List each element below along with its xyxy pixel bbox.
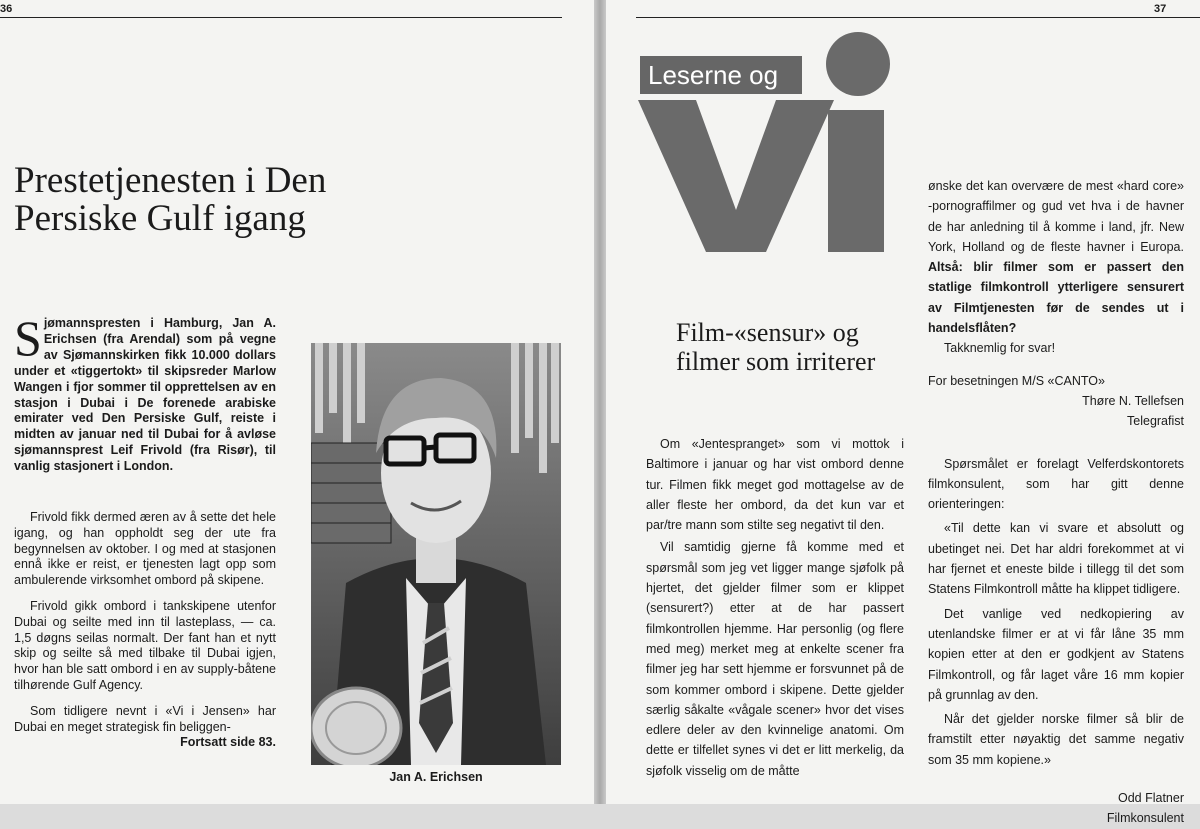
letter-paragraph: Vil samtidig gjerne få komme med et spørsmål som jeg vet ligger mange sjøfolk på hjertet, det gjelder filmer som er klippet (sensurert?) etter at de har passert filmkontrollen hjemme. Har personlig (og flere med meg) merket meg at enkelte scener fra filmer jeg har sett hjemme er forsvunnet på de som kommer ombord i skipene. Dette gjelder særlig såkalte «vågale scener» hvor det vises edlere deler av den kvinnelige anatomi. Om dette er tilfellet synes vi det er litt merkelig, da sjøfolk visselig om de måtte — [646, 540, 904, 778]
book-gutter — [594, 0, 606, 804]
letter-column-2 — [928, 176, 1184, 829]
page-number-left: 36 — [0, 3, 13, 15]
body-paragraph: Som tidligere nevnt i «Vi i Jensen» har Dubai en meget strategisk fin beliggen- — [14, 703, 276, 734]
continued-note: Fortsatt side 83. — [180, 735, 276, 750]
header-rule-right — [636, 17, 1200, 18]
letter-column-1 — [646, 434, 904, 783]
header-rule-left — [0, 17, 562, 18]
sender-name: Thøre N. Tellefsen — [1082, 393, 1184, 408]
intro-paragraph — [14, 310, 276, 475]
signer-title: Filmkonsulent — [1106, 811, 1184, 826]
body-paragraph: Frivold gikk ombord i tankskipene utenfor Dubai og seilte med inn til lasteplass, — ca. 1,5 døgns seilas normalt. Der fant han et nytt skip og seilte så med tilbake til Dubai igjen, hvor han ble satt ombord i en av supply-båtene tilhørende Gulf Agency. — [14, 598, 276, 692]
leserne-og-vi-logo — [636, 30, 890, 254]
headline: Prestetjenesten i Den Persiske Gulf igang — [14, 160, 327, 239]
portrait-photo — [311, 343, 561, 765]
logo-text: Leserne og — [640, 56, 802, 94]
left-page — [0, 0, 594, 804]
article-title: Film-«sensur» og filmer som irriterer — [676, 318, 876, 376]
signer-name: Odd Flatner — [1117, 791, 1184, 806]
reply-paragraph: Det vanlige ved nedkopiering av utenlandske filmer er at vi får låne 35 mm kopien etter at den er godkjent av Statens Filmkontroll, og får laget våre 16 mm kopier på grunnlag av den. — [928, 606, 1184, 702]
sender-title: Telegrafist — [1127, 414, 1184, 429]
letter-question: Altså: blir filmer som er passert den statlige filmkontroll ytterligere sensurert av Filmtjenesten før de sendes ut i handelsflåten? — [928, 260, 1184, 336]
drop-cap: S — [14, 310, 42, 366]
sender-line: For besetningen M/S «CANTO» — [928, 373, 1105, 388]
reply-paragraph: Spørsmålet er forelagt Velferdskontorets filmkonsulent, som har gitt denne orienteringen: — [928, 456, 1184, 512]
photo-caption: Jan A. Erichsen — [389, 770, 483, 784]
reply-paragraph: «Til dette kan vi svare et absolutt og ubetinget nei. Det har aldri forekommet at vi har fjernet et eneste bilde i tillegg til det som Statens Filmkontroll måtte ha klippet tidligere. — [928, 521, 1184, 597]
page-number-right: 37 — [1154, 3, 1167, 15]
intro-text: jømannspresten i Hamburg, Jan A. Erichsen (fra Arendal) som på vegne av Sjømannskirken fikk 10.000 dollars under et «tiggertokt» til skipsreder Marlow Wangen i fjor sommer til opprettelsen av en stasjon i Dubai i De forenede arabiske emirater ved Den Persiske Gulf, reiste i midten av januar ned til Dubai for å avløse sjømannsprest Leif Frivold (fra Risør), til vanlig stasjonert i London. — [14, 316, 276, 474]
reply-paragraph: Når det gjelder norske filmer så blir de framstilt etter nøyaktig det samme negativ som 35 mm kopiene.» — [928, 712, 1184, 767]
left-column-body — [14, 510, 276, 751]
letter-paragraph: Om «Jentespranget» som vi mottok i Baltimore i januar og har vist ombord denne tur. Filmen fikk meget god mottagelse av de aller fleste her ombord, da det kun var et par/tre mann som stilte seg negativt til den. — [646, 437, 904, 533]
body-paragraph: Frivold fikk dermed æren av å sette det hele igang, og han oppholdt seg der ute fra begynnelsen av oktober. I og med at stasjonen ennå ikke er reist, er tjenesten lagt opp som ambulerende virksomhet ombord på skipene. — [14, 510, 276, 588]
thanks-line: Takknemlig for svar! — [944, 341, 1056, 356]
letter-continuation: ønske det kan overvære de mest «hard core» -pornograffilmer og gud vet hva i de havner de har anledning til å komme i land, jfr. New York, Holland og de fleste havner i Europa. — [928, 179, 1184, 254]
